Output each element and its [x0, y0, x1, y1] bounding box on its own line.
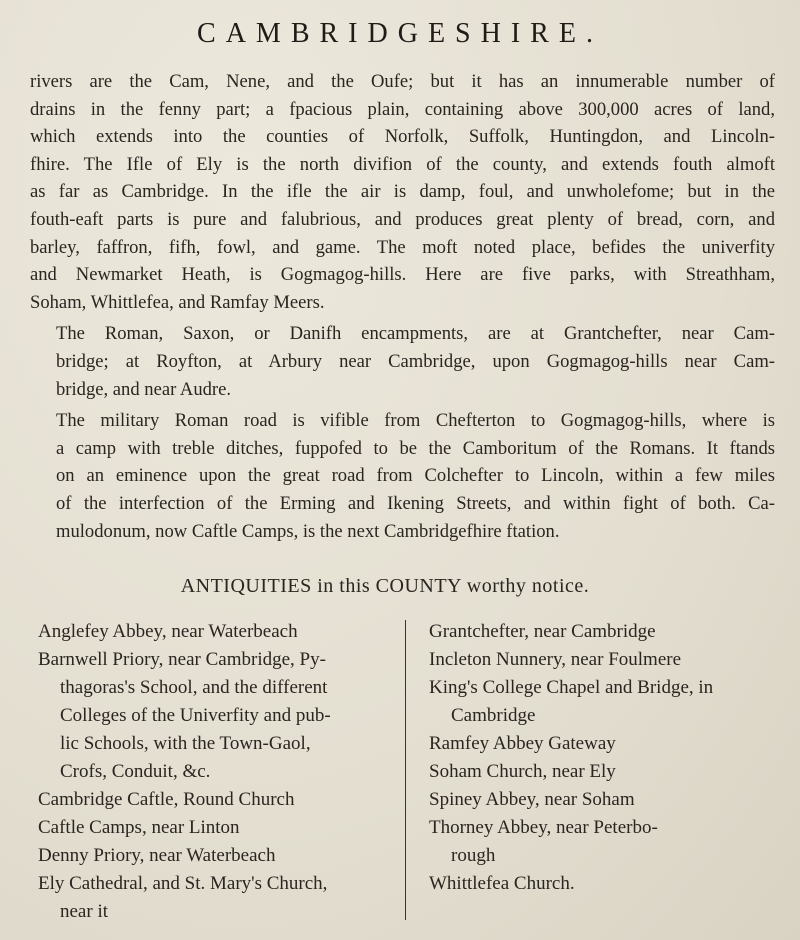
antiquity-name: Anglefey Abbey, near Waterbeach	[38, 621, 298, 642]
paragraph	[30, 320, 775, 403]
text-line: bridge, and near Audre.	[56, 378, 232, 400]
antiquity-continuation: rough	[451, 845, 496, 866]
text-line: barley, faffron, fifh, fowl, and game. The moft noted place, befides the univerfity	[30, 236, 775, 258]
text-line: on an eminence upon the great road from Colchefter to Lincoln, within a few miles	[56, 465, 775, 487]
antiquity-name: Ely Cathedral, and St. Mary's Church,	[38, 873, 328, 894]
antiquity-entry	[429, 730, 779, 758]
text-line: mulodonum, now Caftle Camps, is the next Cambridgefhire ftation.	[56, 520, 560, 542]
text-line: The military Roman road is vifible from Chefterton to Gogmagog-hills, where is	[56, 410, 775, 432]
text-line: rivers are the Cam, Nene, and the Oufe; but it has an innumerable number of	[30, 71, 775, 92]
antiquity-continuation: lic Schools, with the Town-Gaol,	[60, 733, 311, 754]
paragraph	[30, 407, 775, 545]
antiquity-entry	[429, 786, 779, 814]
antiquity-entry	[38, 786, 383, 814]
text-line: which extends into the counties of Norfolk, Suffolk, Huntingdon, and Lincoln-	[30, 126, 775, 148]
text-line: drains in the fenny part; a fpacious plain, containing above 300,000 acres of land,	[30, 98, 775, 120]
antiquity-continuation: near it	[60, 901, 109, 922]
body-text	[30, 68, 775, 545]
antiquity-name: Ramfey Abbey Gateway	[429, 733, 616, 754]
text-line: fouth-eaft parts is pure and falubrious, and produces great plenty of bread, corn, and	[30, 208, 775, 230]
antiquity-name: King's College Chapel and Bridge, in	[429, 677, 714, 698]
antiquity-continuation: Cambridge	[451, 705, 536, 726]
antiquities-heading: ANTIQUITIES in this COUNTY worthy notice.	[180, 575, 590, 597]
antiquity-name: Soham Church, near Ely	[429, 761, 616, 782]
text-line: fhire. The Ifle of Ely is the north divifion of the county, and extends fouth almoft	[30, 153, 775, 175]
antiquity-entry	[38, 618, 383, 646]
antiquity-entry	[38, 646, 383, 786]
text-line: Soham, Whittlefea, and Ramfay Meers.	[30, 291, 325, 313]
antiquity-continuation: thagoras's School, and the different	[60, 677, 328, 698]
antiquities-left-column	[38, 618, 383, 926]
text-line: bridge; at Royfton, at Arbury near Cambridge, upon Gogmagog-hills near Cam-	[56, 350, 775, 372]
antiquity-name: Cambridge Caftle, Round Church	[38, 789, 295, 810]
antiquity-name: Whittlefea Church.	[429, 873, 575, 894]
antiquity-entry	[38, 870, 383, 926]
text-line: The Roman, Saxon, or Danifh encampments, are at Grantchefter, near Cam-	[56, 323, 775, 345]
antiquity-name: Incleton Nunnery, near Foulmere	[429, 649, 682, 670]
antiquity-entry	[429, 674, 779, 730]
column-divider	[405, 620, 406, 920]
antiquity-entry	[429, 646, 779, 674]
antiquity-name: Caftle Camps, near Linton	[38, 817, 240, 838]
text-line: and Newmarket Heath, is Gogmagog-hills. Here are five parks, with Streathham,	[30, 264, 775, 286]
antiquity-entry	[429, 758, 779, 786]
antiquity-name: Denny Priory, near Waterbeach	[38, 845, 276, 866]
antiquity-entry	[429, 870, 779, 898]
antiquities-right-column	[429, 618, 779, 898]
text-line: of the interfection of the Erming and Ikening Streets, and within fight of both. Ca-	[56, 492, 775, 514]
antiquity-continuation: Colleges of the Univerfity and pub-	[60, 705, 331, 726]
antiquity-name: Grantchefter, near Cambridge	[429, 621, 656, 642]
antiquity-continuation: Crofs, Conduit, &c.	[60, 761, 211, 782]
antiquity-entry	[38, 842, 383, 870]
text-line: a camp with treble ditches, fuppofed to be the Camboritum of the Romans. It ftands	[56, 437, 775, 459]
text-line: as far as Cambridge. In the ifle the air is damp, foul, and unwholefome; but in the	[30, 181, 775, 203]
antiquity-entry	[38, 814, 383, 842]
page-title: CAMBRIDGESHIRE.	[197, 18, 603, 49]
antiquity-name: Barnwell Priory, near Cambridge, Py-	[38, 649, 326, 670]
paragraph	[30, 68, 775, 316]
antiquity-entry	[429, 814, 779, 870]
antiquity-name: Spiney Abbey, near Soham	[429, 789, 635, 810]
antiquity-name: Thorney Abbey, near Peterbo-	[429, 817, 658, 838]
antiquity-entry	[429, 618, 779, 646]
